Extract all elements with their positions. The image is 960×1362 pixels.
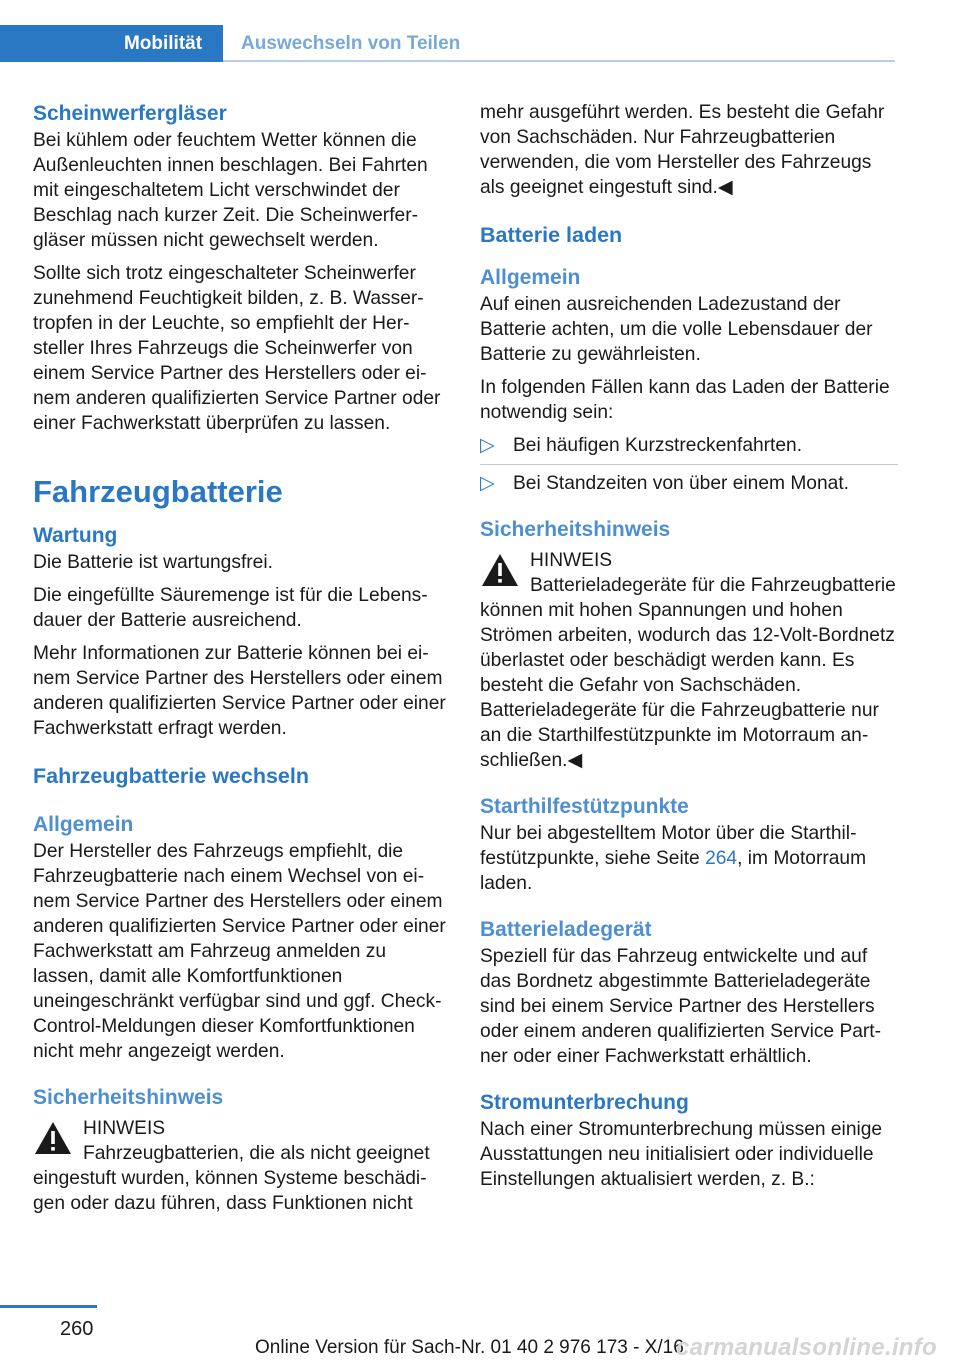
warning-text: Fahrzeugbatterien, die als nicht geeignet eingestuft wurden, können Systeme beschädigen oder dazu führen, dass Funktionen nicht (33, 1143, 430, 1214)
page-header (0, 25, 895, 62)
paragraph: Die Batterie ist wartungsfrei. (33, 552, 273, 573)
heading-batterie-wechseln: Fahrzeugbatterie wechseln (33, 764, 309, 788)
left-column (33, 100, 448, 1216)
footer-online-version: Online Version für Sach-Nr. 01 40 2 976 173 - X/16 (255, 1337, 684, 1358)
list-item: ▷ Bei Standzeiten von über einem Monat. (480, 473, 849, 494)
heading-batterieladegeraet: Batterieladegerät (480, 918, 652, 941)
heading-allgemein-laden: Allgemein (480, 266, 581, 289)
heading-wartung: Wartung (33, 524, 118, 547)
page-link[interactable]: 264 (705, 848, 738, 869)
paragraph: Bei kühlem oder feuchtem Wetter können die Außenleuchten innen beschlagen. Bei Fahrten mit eingeschaltetem Licht verschwindet der Beschlag nach kurzer Zeit. Die Scheinwerfergläser müssen nicht gewechselt werden. (33, 130, 428, 251)
paragraph: Nach einer Stromunterbrechung müssen einige Ausstattungen neu initialisiert oder individuelle Einstellungen aktualisiert werden, z. B.: (480, 1119, 883, 1190)
paragraph: mehr ausgeführt werden. Es besteht die Gefahr von Sachschäden. Nur Fahrzeugbatterien verwenden, die vom Hersteller des Fahrzeugs als geeignet eingestuft sind.◀ (480, 102, 885, 198)
right-column (480, 100, 898, 1192)
heading-batterie-laden: Batterie laden (480, 223, 623, 247)
warning-label-line (33, 1116, 448, 1141)
paragraph: Der Hersteller des Fahrzeugs empfiehlt, die Fahrzeugbatterie nach einem Wechsel von einem Service Partner des Herstellers oder einem anderen qualifizierten Service Partner oder einer Fachwerkstatt am Fahrzeug anmelden zu lassen, damit alle Komfortfunktionen uneingeschränkt verfügbar sind und ggf. Check-Control-Meldungen dieser Komfortfunktionen nicht mehr angezeigt werden. (33, 841, 446, 1062)
warning-label: HINWEIS (83, 1118, 166, 1139)
warning-triangle-icon (480, 552, 520, 588)
heading-scheinwerferglaeser: Scheinwerfergläser (33, 102, 227, 125)
paragraph: Nur bei abgestelltem Motor über die Starthilfestützpunkte, siehe Seite 264, im Motorraum laden. (480, 823, 867, 894)
paragraph: Speziell für das Fahrzeug entwickelte und auf das Bordnetz abgestimmte Batterieladegeräte sind bei einem Service Partner des Herstellers oder einem anderen qualifizierten Service Partner oder einer Fachwerkstatt erhältlich. (480, 946, 882, 1067)
heading-fahrzeugbatterie: Fahrzeugbatterie (33, 474, 283, 509)
list-bullet-icon: ▷ (480, 435, 495, 456)
paragraph: Sollte sich trotz eingeschalteter Scheinwerfer zunehmend Feuchtigkeit bilden, z. B. Wassertropfen in der Leuchte, so empfiehlt der Hersteller Ihres Fahrzeugs die Scheinwerfer von einem Service Partner des Herstellers oder einem anderen qualifizierten Service Partner oder einer Fachwerkstatt überprüfen zu lassen. (33, 263, 441, 434)
paragraph: Mehr Informationen zur Batterie können bei einem Service Partner des Herstellers oder einem anderen qualifizierten Service Partner oder einer Fachwerkstatt erfragt werden. (33, 643, 446, 739)
heading-sicherheitshinweis: Sicherheitshinweis (33, 1086, 224, 1109)
page-number: 260 (60, 1318, 94, 1340)
paragraph: In folgenden Fällen kann das Laden der Batterie notwendig sein: (480, 377, 890, 423)
heading-starthilfestuetzpunkte: Starthilfestützpunkte (480, 795, 689, 818)
warning-label: HINWEIS (530, 550, 613, 571)
paragraph: Auf einen ausreichenden Ladezustand der Batterie achten, um die volle Lebensdauer der Batterie zu gewährleisten. (480, 294, 873, 365)
header-tab-mobilitaet[interactable]: Mobilität (103, 25, 223, 62)
list-item: ▷ Bei häufigen Kurzstreckenfahrten. (480, 435, 803, 456)
heading-allgemein: Allgemein (33, 813, 134, 836)
heading-sicherheitshinweis-laden: Sicherheitshinweis (480, 518, 671, 541)
header-rule (223, 60, 895, 62)
paragraph: Die eingefüllte Säuremenge ist für die Lebensdauer der Batterie ausreichend. (33, 585, 428, 631)
watermark: carmanualsonline.info (676, 1334, 938, 1361)
warning-note (480, 548, 898, 773)
heading-stromunterbrechung: Stromunterbrechung (480, 1091, 689, 1114)
warning-text: Batterieladegeräte für die Fahrzeugbatterie können mit hohen Spannungen und hohen Strömen arbeiten, wodurch das 12-Volt-Bordnetz überlastet oder beschädigt werden kann. Es besteht die Gefahr von Sachschäden. Batterieladegeräte für die Fahrzeugbatterie nur an die Starthilfestützpunkte im Motorraum anschließen.◀ (480, 575, 896, 771)
warning-note (33, 1116, 448, 1216)
warning-triangle-icon (33, 1120, 73, 1156)
footer-rule (0, 1305, 97, 1308)
list-bullet-icon: ▷ (480, 473, 495, 494)
header-tab-auswechseln[interactable]: Auswechseln von Teilen (241, 33, 461, 54)
header-accent-block (0, 25, 103, 62)
